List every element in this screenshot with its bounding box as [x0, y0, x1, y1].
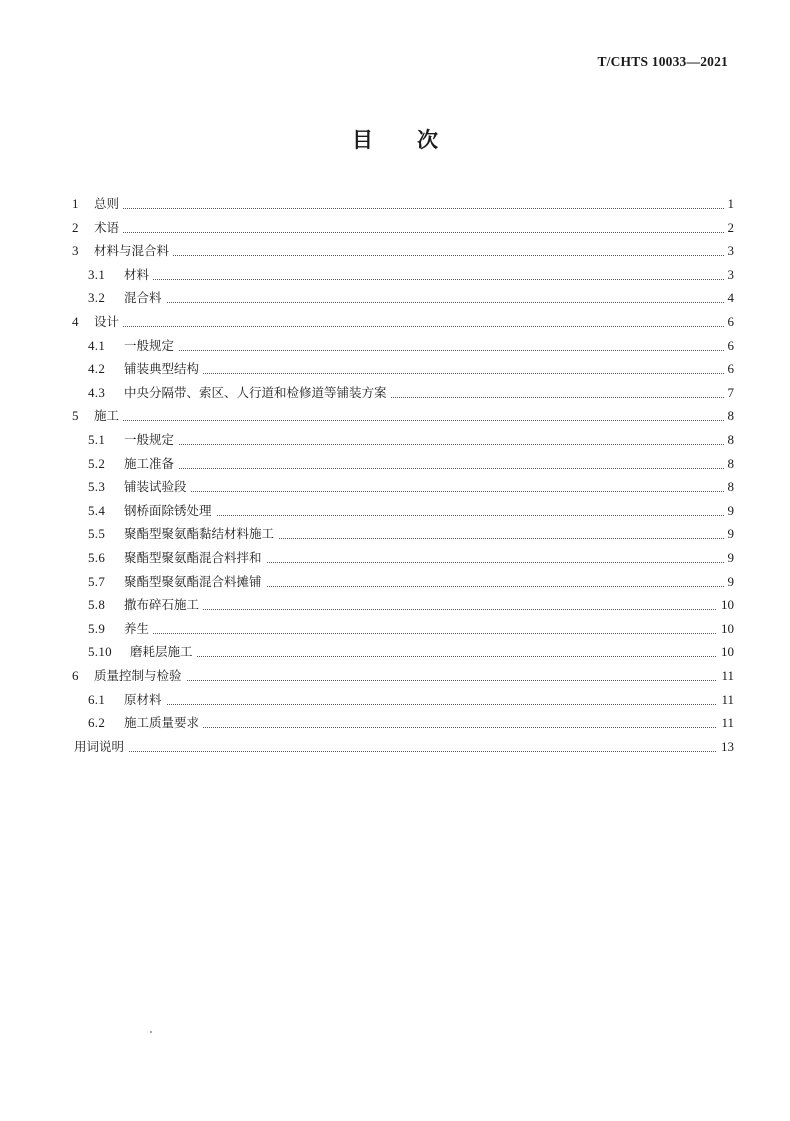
- toc-entry-page: 7: [724, 382, 735, 404]
- toc-entry-label: 养生: [124, 618, 153, 640]
- dot-leader: [150, 491, 726, 492]
- toc-entry-label: 质量控制与检验: [94, 665, 186, 687]
- dot-leader: [120, 326, 726, 327]
- toc-entry-label: 聚酯型聚氨酯混合料拌和: [124, 547, 266, 569]
- toc-entry-number: 5.10: [88, 644, 112, 660]
- dot-leader: [150, 656, 726, 657]
- toc-entry-page: 9: [724, 523, 735, 545]
- toc-entry[interactable]: [0, 240, 790, 262]
- toc-entry-number: 1: [72, 196, 79, 211]
- toc-entry-label: 原材料: [124, 689, 166, 711]
- toc-entry[interactable]: [0, 217, 790, 239]
- toc-entry-label: 铺装试验段: [124, 476, 191, 498]
- toc-entry[interactable]: [0, 641, 790, 663]
- dot-leader: [120, 751, 726, 752]
- toc-entry-page: 8: [724, 453, 735, 475]
- toc-entry-label: 施工质量要求: [124, 712, 203, 734]
- toc-entry-page: 13: [717, 736, 734, 758]
- toc-entry[interactable]: [0, 311, 790, 333]
- toc-entry-label: 总则: [94, 193, 123, 215]
- toc-entry-label: 术语: [94, 217, 123, 239]
- toc-entry-page: 2: [724, 217, 735, 239]
- toc-entry-number: 3: [72, 243, 79, 259]
- title-char-2: 次: [417, 128, 438, 152]
- toc-entry-number: 5.8: [88, 597, 106, 613]
- toc-entry-number: 4.2: [88, 361, 106, 377]
- dot-leader: [120, 680, 726, 681]
- toc-entry-page: 8: [724, 476, 735, 498]
- dot-leader: [150, 302, 726, 303]
- toc-entry[interactable]: [0, 500, 790, 522]
- toc-entry-page: 6: [724, 358, 735, 380]
- toc-entry-label: 混合料: [124, 287, 166, 309]
- scan-speck: [150, 1031, 152, 1033]
- toc-entry-page: 9: [724, 571, 735, 593]
- toc-entry-page: 4: [724, 287, 735, 309]
- page-title: [0, 124, 790, 154]
- toc-entry-number: 3.1: [88, 266, 106, 282]
- toc-entry-number: 5.7: [88, 573, 106, 589]
- title-char-1: 目: [352, 128, 373, 152]
- toc-entry-label: 用词说明: [74, 736, 128, 758]
- toc-entry-number: 6.2: [88, 715, 106, 731]
- dot-leader: [120, 208, 726, 209]
- dot-leader: [150, 468, 726, 469]
- toc-entry[interactable]: [0, 193, 790, 215]
- toc-entry-number: 4.1: [88, 337, 106, 353]
- toc-entry-page: 10: [717, 618, 734, 640]
- toc-entry-label: 一般规定: [124, 335, 178, 357]
- dot-leader: [150, 609, 726, 610]
- toc-entry-label: 中央分隔带、索区、人行道和检修道等铺装方案: [124, 382, 391, 404]
- toc-entry-page: 11: [717, 689, 734, 711]
- toc-entry-number: 2: [72, 219, 79, 235]
- toc-entry[interactable]: [0, 689, 790, 711]
- dot-leader: [150, 704, 726, 705]
- dot-leader: [150, 727, 726, 728]
- dot-leader: [120, 255, 726, 256]
- toc-entry[interactable]: [0, 335, 790, 357]
- toc-entry-number: 5.2: [88, 455, 106, 471]
- dot-leader: [150, 515, 726, 516]
- toc-entry[interactable]: [0, 405, 790, 427]
- toc-entry-label: 铺装典型结构: [124, 358, 203, 380]
- toc-entry-page: 3: [724, 264, 735, 286]
- document-code: T/CHTS 10033—2021: [597, 54, 728, 69]
- toc-entry-page: 10: [717, 641, 734, 663]
- toc-entry-number: 5.9: [88, 620, 106, 636]
- toc-entry-number: 5.4: [88, 502, 106, 518]
- toc-entry-number: 6.1: [88, 691, 106, 707]
- toc-entry[interactable]: [0, 476, 790, 498]
- dot-leader: [150, 633, 726, 634]
- toc-entry-number: 5.5: [88, 526, 106, 542]
- toc-entry-label: 钢桥面除锈处理: [124, 500, 216, 522]
- toc-entry[interactable]: [0, 287, 790, 309]
- toc-entry-page: 6: [724, 335, 735, 357]
- toc-entry[interactable]: [0, 547, 790, 569]
- toc-entry-page: 10: [717, 594, 734, 616]
- toc-entry-page: 9: [724, 547, 735, 569]
- toc-entry-number: 4.3: [88, 384, 106, 400]
- toc-entry-page: 3: [724, 240, 735, 262]
- dot-leader: [150, 444, 726, 445]
- toc-entry-page: 11: [717, 712, 734, 734]
- toc-entry-label: 施工准备: [124, 453, 178, 475]
- toc-entry-page: 8: [724, 405, 735, 427]
- toc-entry-number: 4: [72, 314, 79, 329]
- toc-entry[interactable]: [0, 453, 790, 475]
- toc-entry-number: 5.6: [88, 550, 106, 565]
- dot-leader: [120, 232, 726, 233]
- toc-entry-number: 5: [72, 408, 79, 424]
- dot-leader: [120, 420, 726, 421]
- toc-entry-label: 设计: [94, 311, 123, 333]
- toc-entry-number: 6: [72, 668, 79, 683]
- toc-entry[interactable]: [0, 264, 790, 286]
- toc-entry-label: 材料: [124, 264, 153, 286]
- toc-entry-page: 11: [717, 665, 734, 687]
- toc-entry[interactable]: [0, 429, 790, 451]
- dot-leader: [150, 350, 726, 351]
- toc-entry-page: 1: [724, 193, 735, 215]
- toc-entry[interactable]: [0, 712, 790, 734]
- toc-entry[interactable]: [0, 382, 790, 404]
- toc-entry[interactable]: [0, 358, 790, 380]
- toc-entry-label: 撒布碎石施工: [124, 594, 203, 616]
- toc-entry[interactable]: [0, 594, 790, 616]
- toc-entry[interactable]: [0, 736, 790, 758]
- toc-entry-number: 5.1: [88, 432, 106, 447]
- toc-entry-label: 聚酯型聚氨酯混合料摊铺: [124, 571, 266, 593]
- toc-entry[interactable]: [0, 618, 790, 640]
- toc-entry[interactable]: [0, 665, 790, 687]
- toc-entry-label: 一般规定: [124, 429, 178, 451]
- dot-leader: [150, 279, 726, 280]
- toc-entry-number: 5.3: [88, 479, 106, 495]
- toc-entry-label: 聚酯型聚氨酯黏结材料施工: [124, 523, 278, 545]
- toc-entry[interactable]: [0, 571, 790, 593]
- toc-entry[interactable]: [0, 523, 790, 545]
- toc-entry-label: 施工: [94, 405, 123, 427]
- toc-entry-page: 6: [724, 311, 735, 333]
- toc-entry-number: 3.2: [88, 290, 106, 306]
- toc-entry-label: 材料与混合料: [94, 240, 173, 262]
- toc-entry-page: 9: [724, 500, 735, 522]
- toc-entry-page: 8: [724, 429, 735, 451]
- toc-entry-label: 磨耗层施工: [130, 641, 197, 663]
- dot-leader: [150, 373, 726, 374]
